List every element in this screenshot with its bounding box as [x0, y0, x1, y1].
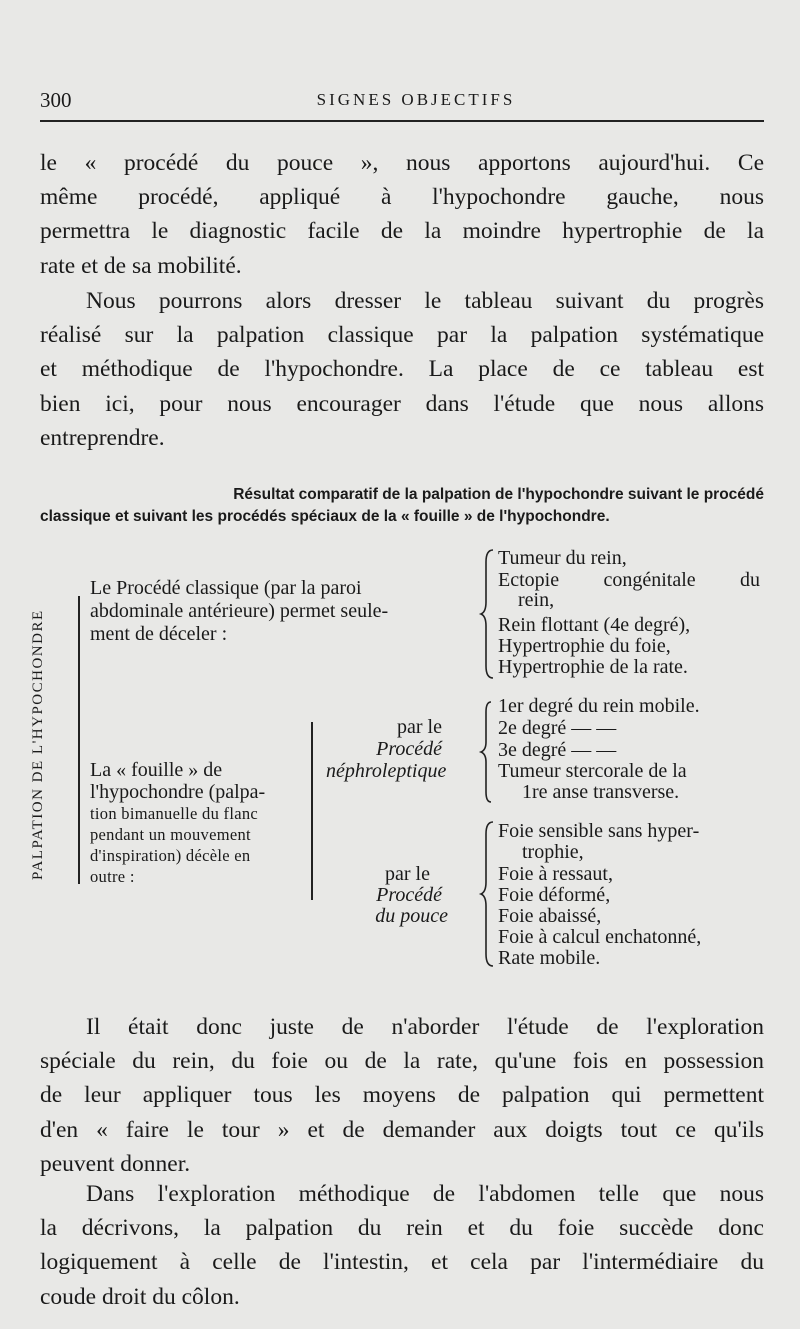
table-title: [40, 484, 764, 528]
pouce-finding: Foie à ressaut,: [498, 863, 613, 885]
pouce-finding: Foie sensible sans hyper-: [498, 820, 700, 842]
paragraph-4: [40, 1177, 764, 1314]
pouce-label: Procédé: [376, 884, 442, 906]
page-header: [40, 88, 762, 112]
running-title: SIGNES OBJECTIFS: [316, 90, 516, 109]
text-line: spéciale du rein, du foie ou de la rate, qu'une fois en possession: [40, 1048, 764, 1075]
nephro-label: néphroleptique: [326, 760, 447, 782]
procedure-rule: [311, 722, 313, 900]
text-line: et méthodique de l'hypochondre. La place de ce tableau est: [40, 356, 764, 383]
outer-left-rule: [78, 596, 80, 884]
text-line: logiquement à celle de l'intestin, et cela par l'intermédiaire du: [40, 1249, 764, 1276]
text-line: Il était donc juste de n'aborder l'étude de l'exploration: [86, 1014, 764, 1040]
header-rule: [40, 120, 764, 122]
classic-finding: Hypertrophie du foie,: [498, 635, 671, 657]
text-line: rate et de sa mobilité.: [40, 252, 242, 279]
nephro-finding: 3e degré — —: [498, 739, 617, 761]
text-line: la décrivons, la palpation du rein et du foie succède donc: [40, 1215, 764, 1242]
text-line: de leur appliquer tous les moyens de palpation qui permettent: [40, 1082, 764, 1109]
fouille-line: outre :: [90, 867, 135, 886]
classic-finding: Rein flottant (4e degré),: [498, 614, 691, 636]
text-line: permettra le diagnostic facile de la moindre hypertrophie de la: [40, 218, 764, 245]
paragraph-3: [40, 1010, 764, 1181]
nephro-finding: 1er degré du rein mobile.: [498, 695, 700, 717]
pouce-finding: Foie déformé,: [498, 884, 611, 906]
text-line: réalisé sur la palpation classique par la palpation systématique: [40, 322, 764, 349]
pouce-finding: Foie abaissé,: [498, 905, 602, 927]
page-number: 300: [40, 88, 72, 112]
pouce-finding: trophie,: [522, 841, 584, 863]
text-line: même procédé, appliqué à l'hypochondre gauche, nous: [40, 184, 764, 211]
fouille-line: La « fouille » de: [90, 759, 223, 781]
paragraph-1: [40, 146, 764, 283]
table-title-line: classique et suivant les procédés spéciaux de la « fouille » de l'hypochondre.: [40, 508, 610, 525]
pouce-finding: Rate mobile.: [498, 947, 601, 969]
text-line: bien ici, pour nous encourager dans l'étude que nous allons: [40, 390, 764, 417]
classic-finding: rein,: [518, 589, 555, 611]
pouce-label: du pouce: [375, 905, 448, 927]
text-line: coude droit du côlon.: [40, 1283, 240, 1310]
text-line: peuvent donner.: [40, 1150, 191, 1177]
brace-nephroleptique: [481, 700, 495, 804]
paragraph-2: [40, 284, 764, 455]
classic-finding: Hypertrophie de la rate.: [498, 656, 688, 678]
classic-finding: Tumeur du rein,: [498, 547, 627, 569]
fouille-line: pendant un mouvement: [90, 825, 251, 844]
text-line: entreprendre.: [40, 424, 165, 451]
side-label: PALPATION DE L'HYPOCHONDRE: [30, 609, 46, 880]
brace-classic: [481, 548, 495, 680]
nephro-label: Procédé: [376, 738, 442, 760]
brace-pouce: [481, 820, 495, 968]
nephro-label: par le: [397, 716, 442, 738]
fouille-line: l'hypochondre (palpa-: [90, 781, 266, 803]
pouce-finding: Foie à calcul enchatonné,: [498, 926, 702, 948]
classic-line: ment de déceler :: [90, 623, 228, 645]
fouille-line: tion bimanuelle du flanc: [90, 804, 259, 823]
nephro-finding: Tumeur stercorale de la: [498, 760, 687, 782]
pouce-label: par le: [385, 863, 430, 885]
text-line: d'en « faire le tour » et de demander aux doigts tout ce qu'ils: [40, 1116, 764, 1143]
text-line: le « procédé du pouce », nous apportons aujourd'hui. Ce: [40, 150, 764, 176]
text-line: Nous pourrons alors dresser le tableau suivant du progrès: [86, 288, 764, 314]
nephro-finding: 2e degré — —: [498, 717, 617, 739]
nephro-finding: 1re anse transverse.: [522, 781, 680, 803]
fouille-line: d'inspiration) décèle en: [90, 846, 251, 865]
table-title-line: Résultat comparatif de la palpation de l'hypochondre suivant le procédé: [233, 486, 764, 503]
classic-line: abdominale antérieure) permet seule-: [90, 600, 389, 622]
text-line: Dans l'exploration méthodique de l'abdomen telle que nous: [86, 1181, 764, 1207]
classic-line: Le Procédé classique (par la paroi: [90, 577, 362, 599]
classic-finding: Ectopie congénitale du: [498, 569, 760, 591]
